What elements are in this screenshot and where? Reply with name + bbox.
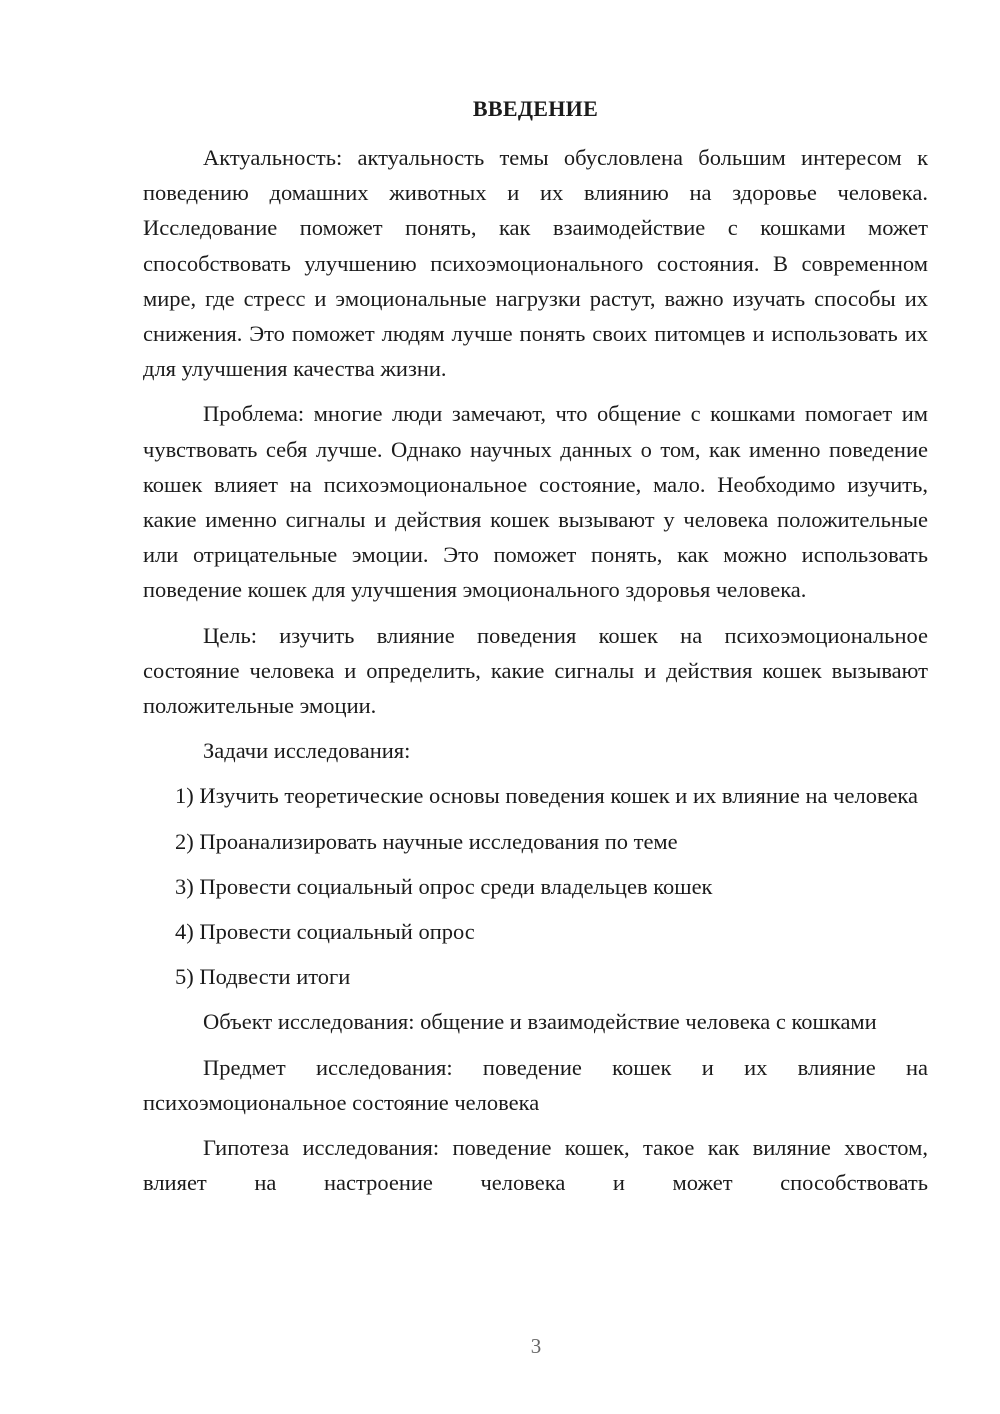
task-item: 4) Провести социальный опрос bbox=[175, 919, 475, 945]
task-item: 3) Провести социальный опрос среди владельцев кошек bbox=[175, 873, 713, 899]
section-title: ВВЕДЕНИЕ bbox=[472, 96, 599, 121]
object-paragraph: Объект исследования: общение и взаимодействие человека с кошками bbox=[203, 1009, 877, 1035]
goal-paragraph: Цель: изучить влияние поведения кошек на психоэмоциональное состояние человека и определить, какие сигналы и действия кошек вызывают положительные эмоции. bbox=[143, 622, 928, 719]
task-item: 2) Проанализировать научные исследования по теме bbox=[175, 828, 678, 854]
problem-paragraph: Проблема: многие люди замечают, что общение с кошками помогает им чувствовать себя лучше. Однако научных данных о том, как именно поведение кошек влияет на психоэмоциональное состояние, мало. Необходимо изучить, какие именно сигналы и действия кошек вызывают у человека положительные или отрицательные эмоции. Это поможет понять, как можно использовать поведение кошек для улучшения эмоционального здоровья человека. bbox=[143, 401, 928, 603]
tasks-heading: Задачи исследования: bbox=[203, 738, 411, 764]
subject-paragraph: Предмет исследования: поведение кошек и их влияние на психоэмоциональное состояние человека bbox=[143, 1054, 928, 1115]
page-content bbox=[143, 94, 928, 1210]
tasks-list bbox=[143, 778, 928, 994]
relevance-paragraph: Актуальность: актуальность темы обусловлена большим интересом к поведению домашних животных и их влиянию на здоровье человека. Исследование поможет понять, как взаимодействие с кошками может способствовать улучшению психоэмоционального состояния. В современном мире, где стресс и эмоциональные нагрузки растут, важно изучать способы их снижения. Это поможет людям лучше понять своих питомцев и использовать их для улучшения качества жизни. bbox=[143, 145, 928, 382]
task-item: 1) Изучить теоретические основы поведения кошек и их влияние на человека bbox=[175, 783, 919, 809]
hypothesis-paragraph: Гипотеза исследования: поведение кошек, такое как виляние хвостом, влияет на настроение человека и может способствовать bbox=[143, 1135, 928, 1196]
task-item: 5) Подвести итоги bbox=[175, 964, 351, 990]
page-number: 3 bbox=[530, 1334, 542, 1358]
